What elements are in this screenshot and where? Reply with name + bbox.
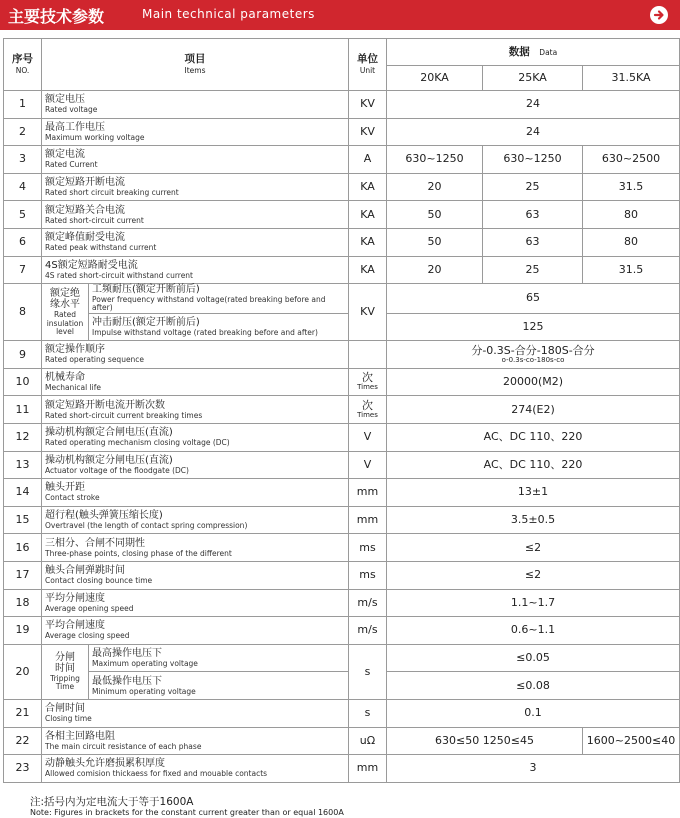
- unit-cell: V: [349, 451, 387, 479]
- value-cell: 63: [483, 201, 583, 229]
- group-label: 分闸 时间 Tripping Time: [42, 644, 89, 699]
- item-cell: 平均分闸速度 Average opening speed: [42, 589, 349, 617]
- value-cell: 3.5±0.5: [387, 506, 680, 534]
- value-cell: 0.1: [387, 699, 680, 727]
- item-cell: 各相主回路电阻 The main circuit resistance of each phase: [42, 727, 349, 755]
- row-number: 4: [4, 173, 42, 201]
- row-number: 16: [4, 534, 42, 562]
- unit-cell: V: [349, 424, 387, 452]
- table-row: [4, 228, 680, 256]
- item-cell: 操动机构额定合闸电压(直流) Rated operating mechanism closing voltage (DC): [42, 424, 349, 452]
- value-cell: 25: [483, 173, 583, 201]
- header-data: 数据 Data: [387, 39, 680, 66]
- table-row: [4, 589, 680, 617]
- unit-cell: m/s: [349, 589, 387, 617]
- value-cell: 25: [483, 256, 583, 284]
- row-number: 19: [4, 617, 42, 645]
- unit-cell: 次 Times: [349, 368, 387, 396]
- unit-cell: KV: [349, 91, 387, 119]
- value-cell: 630~2500: [583, 146, 680, 174]
- header-unit: 单位 Unit: [349, 39, 387, 91]
- header-items: 项目 Items: [42, 39, 349, 91]
- value-cell: 274(E2): [387, 396, 680, 424]
- row-number: 11: [4, 396, 42, 424]
- item-cell: 三相分、合闸不同期性 Three-phase points, closing phase of the different: [42, 534, 349, 562]
- item-cell: 平均合闸速度 Average closing speed: [42, 617, 349, 645]
- table-row: [4, 396, 680, 424]
- row-number: 22: [4, 727, 42, 755]
- arrow-right-circle-icon[interactable]: [650, 6, 668, 24]
- value-cell: 630≤50 1250≤45: [387, 727, 583, 755]
- unit-cell: KA: [349, 173, 387, 201]
- item-cell: 操动机构额定分闸电压(直流) Actuator voltage of the floodgate (DC): [42, 451, 349, 479]
- row-number: 23: [4, 755, 42, 783]
- table-row: [4, 506, 680, 534]
- item-cell: 额定操作顺序 Rated operating sequence: [42, 341, 349, 369]
- value-cell: 20000(M2): [387, 368, 680, 396]
- unit-cell: s: [349, 644, 387, 699]
- value-cell: 65: [387, 284, 680, 314]
- unit-cell: A: [349, 146, 387, 174]
- unit-cell: KV: [349, 284, 387, 341]
- row-number: 18: [4, 589, 42, 617]
- value-cell: ≤2: [387, 534, 680, 562]
- table-row: [4, 284, 680, 314]
- item-cell: 额定电压 Rated voltage: [42, 91, 349, 119]
- item-cell: 最高工作电压 Maximum working voltage: [42, 118, 349, 146]
- unit-cell: m/s: [349, 617, 387, 645]
- value-cell: 31.5: [583, 173, 680, 201]
- footnote-en: Note: Figures in brackets for the constant current greater than or equal 1600A: [30, 808, 344, 817]
- table-row: [4, 173, 680, 201]
- row-number: 2: [4, 118, 42, 146]
- item-cell: 最低操作电压下 Minimum operating voltage: [89, 672, 349, 700]
- value-cell: 630~1250: [387, 146, 483, 174]
- row-number: 20: [4, 644, 42, 699]
- unit-cell: 次 Times: [349, 396, 387, 424]
- value-cell: 13±1: [387, 479, 680, 507]
- table-row: [4, 91, 680, 119]
- table-row: [4, 424, 680, 452]
- item-cell: 触头开距 Contact stroke: [42, 479, 349, 507]
- table-row: [4, 755, 680, 783]
- table-row: [4, 451, 680, 479]
- header-col-20ka: 20KA: [387, 66, 483, 91]
- row-number: 1: [4, 91, 42, 119]
- unit-cell: mm: [349, 479, 387, 507]
- item-cell: 冲击耐压(额定开断前后) Impulse withstand voltage (rated breaking before and after): [89, 313, 349, 341]
- table-row: [4, 699, 680, 727]
- value-cell: 630~1250: [483, 146, 583, 174]
- value-cell: 分-0.3S-合分-180S-合分 o-0.3s-co-180s-co: [387, 341, 680, 369]
- value-cell: 50: [387, 201, 483, 229]
- row-number: 21: [4, 699, 42, 727]
- table-row: [4, 562, 680, 590]
- table-row: [4, 617, 680, 645]
- row-number: 12: [4, 424, 42, 452]
- unit-cell: KV: [349, 118, 387, 146]
- unit-cell: mm: [349, 755, 387, 783]
- table-row: [4, 534, 680, 562]
- item-cell: 额定短路开断电流开断次数 Rated short-circuit current breaking times: [42, 396, 349, 424]
- value-cell: 125: [387, 313, 680, 341]
- value-cell: ≤0.08: [387, 672, 680, 700]
- table-row: [4, 672, 680, 700]
- row-number: 9: [4, 341, 42, 369]
- item-cell: 额定短路开断电流 Rated short circuit breaking current: [42, 173, 349, 201]
- footnote-cn: 注:括号内为定电流大于等于1600A: [30, 796, 194, 808]
- item-cell: 触头合闸弹跳时间 Contact closing bounce time: [42, 562, 349, 590]
- value-cell: 80: [583, 201, 680, 229]
- row-number: 3: [4, 146, 42, 174]
- value-cell: AC、DC 110、220: [387, 451, 680, 479]
- table-row: [4, 201, 680, 229]
- value-cell: 1.1~1.7: [387, 589, 680, 617]
- table-row: [4, 118, 680, 146]
- table-row: [4, 368, 680, 396]
- value-cell: 1600~2500≤40: [583, 727, 680, 755]
- item-cell: 额定峰值耐受电流 Rated peak withstand current: [42, 228, 349, 256]
- value-cell: 0.6~1.1: [387, 617, 680, 645]
- table-row: [4, 644, 680, 672]
- value-cell: 63: [483, 228, 583, 256]
- row-number: 6: [4, 228, 42, 256]
- item-cell: 额定电流 Rated Current: [42, 146, 349, 174]
- value-cell: ≤0.05: [387, 644, 680, 672]
- value-cell: 20: [387, 256, 483, 284]
- value-cell: 80: [583, 228, 680, 256]
- item-cell: 合闸时间 Closing time: [42, 699, 349, 727]
- value-cell: 31.5: [583, 256, 680, 284]
- item-cell: 4S额定短路耐受电流 4S rated short-circuit withstand current: [42, 256, 349, 284]
- row-number: 17: [4, 562, 42, 590]
- row-number: 10: [4, 368, 42, 396]
- unit-cell: KA: [349, 228, 387, 256]
- value-cell: 3: [387, 755, 680, 783]
- row-number: 14: [4, 479, 42, 507]
- item-cell: 工频耐压(额定开断前后) Power frequency withstand voltage(rated breaking before and after): [89, 284, 349, 314]
- item-cell: 动静触头允许磨损累积厚度 Allowed comision thickaess for fixed and mouable contacts: [42, 755, 349, 783]
- unit-cell: s: [349, 699, 387, 727]
- unit-cell: ms: [349, 562, 387, 590]
- table-row: [4, 341, 680, 369]
- header-col-25ka: 25KA: [483, 66, 583, 91]
- item-cell: 最高操作电压下 Maximum operating voltage: [89, 644, 349, 672]
- unit-cell: mm: [349, 506, 387, 534]
- banner-title-cn: 主要技术参数: [8, 7, 105, 26]
- table-row: [4, 256, 680, 284]
- row-number: 7: [4, 256, 42, 284]
- unit-cell: KA: [349, 201, 387, 229]
- value-cell: 50: [387, 228, 483, 256]
- value-cell: ≤2: [387, 562, 680, 590]
- row-number: 5: [4, 201, 42, 229]
- table-row: [4, 313, 680, 341]
- section-banner: [0, 0, 680, 30]
- item-cell: 超行程(触头弹簧压缩长度) Overtravel (the length of contact spring compression): [42, 506, 349, 534]
- row-number: 13: [4, 451, 42, 479]
- header-no: 序号 NO.: [4, 39, 42, 91]
- banner-title-en: Main technical parameters: [142, 7, 315, 21]
- row-number: 8: [4, 284, 42, 341]
- item-cell: 额定短路关合电流 Rated short-circuit current: [42, 201, 349, 229]
- unit-cell: [349, 341, 387, 369]
- table-row: [4, 727, 680, 755]
- value-cell: 24: [387, 118, 680, 146]
- value-cell: 24: [387, 91, 680, 119]
- row-number: 15: [4, 506, 42, 534]
- value-cell: 20: [387, 173, 483, 201]
- unit-cell: uΩ: [349, 727, 387, 755]
- header-col-31-5ka: 31.5KA: [583, 66, 680, 91]
- group-label: 额定绝 缘水平 Rated insulation level: [42, 284, 89, 341]
- unit-cell: ms: [349, 534, 387, 562]
- value-cell: AC、DC 110、220: [387, 424, 680, 452]
- table-row: [4, 146, 680, 174]
- unit-cell: KA: [349, 256, 387, 284]
- table-row: [4, 479, 680, 507]
- item-cell: 机械寿命 Mechanical life: [42, 368, 349, 396]
- parameters-table: [3, 38, 680, 783]
